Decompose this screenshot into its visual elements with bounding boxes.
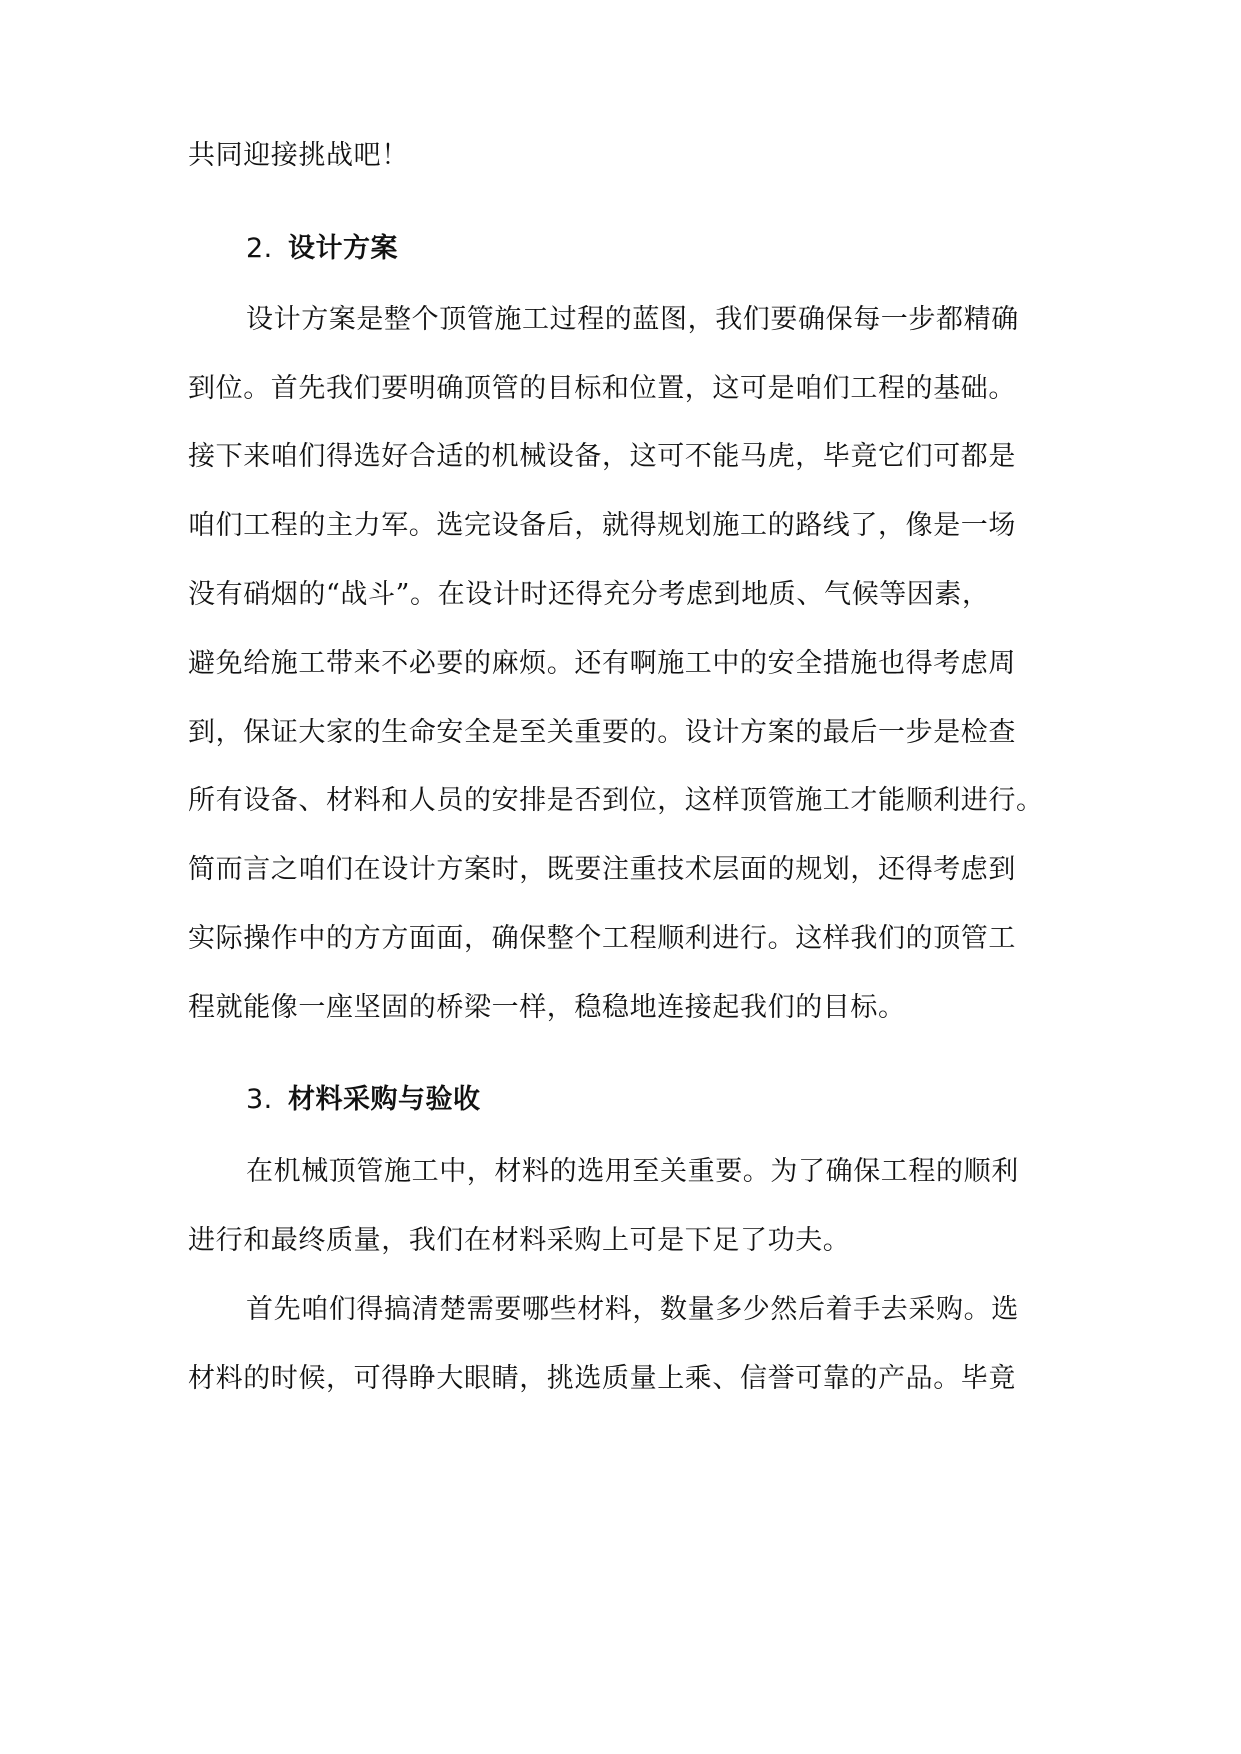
section-2-line: 避免给施工带来不必要的麻烦。还有啊施工中的安全措施也得考虑周 xyxy=(188,648,1016,679)
section-3-paragraph-2-line: 材料的时候，可得睁大眼睛，挑选质量上乘、信誉可靠的产品。毕竟 xyxy=(188,1363,1016,1394)
section-3-number: 3. xyxy=(246,1084,273,1115)
section-3-paragraph-1-line: 进行和最终质量，我们在材料采购上可是下足了功夫。 xyxy=(188,1225,851,1256)
section-3-paragraph-2-line: 首先咱们得搞清楚需要哪些材料，数量多少然后着手去采购。选 xyxy=(246,1294,1019,1325)
section-2-line: 设计方案是整个顶管施工过程的蓝图，我们要确保每一步都精确 xyxy=(246,304,1019,335)
intro-tail-text: 共同迎接挑战吧！ xyxy=(188,140,409,171)
section-2-line: 简而言之咱们在设计方案时，既要注重技术层面的规划，还得考虑到 xyxy=(188,854,1016,885)
section-2-line: 到位。首先我们要明确顶管的目标和位置，这可是咱们工程的基础。 xyxy=(188,373,1016,404)
section-2-heading xyxy=(246,232,398,266)
section-3-title: 材料采购与验收 xyxy=(288,1084,481,1115)
section-2-line: 没有硝烟的“战斗”。在设计时还得充分考虑到地质、气候等因素， xyxy=(188,579,990,610)
section-3-heading xyxy=(246,1083,481,1117)
section-2-line: 实际操作中的方方面面，确保整个工程顺利进行。这样我们的顶管工 xyxy=(188,923,1016,954)
section-2-line: 咱们工程的主力军。选完设备后，就得规划施工的路线了，像是一场 xyxy=(188,510,1016,541)
section-2-number: 2. xyxy=(246,233,273,264)
section-2-line: 程就能像一座坚固的桥梁一样，稳稳地连接起我们的目标。 xyxy=(188,992,906,1023)
section-2-line: 接下来咱们得选好合适的机械设备，这可不能马虎，毕竟它们可都是 xyxy=(188,441,1016,472)
section-2-line: 所有设备、材料和人员的安排是否到位，这样顶管施工才能顺利进行。 xyxy=(188,785,1044,816)
section-2-title: 设计方案 xyxy=(288,233,398,264)
section-3-paragraph-1-line: 在机械顶管施工中，材料的选用至关重要。为了确保工程的顺利 xyxy=(246,1156,1019,1187)
section-2-line: 到，保证大家的生命安全是至关重要的。设计方案的最后一步是检查 xyxy=(188,717,1016,748)
